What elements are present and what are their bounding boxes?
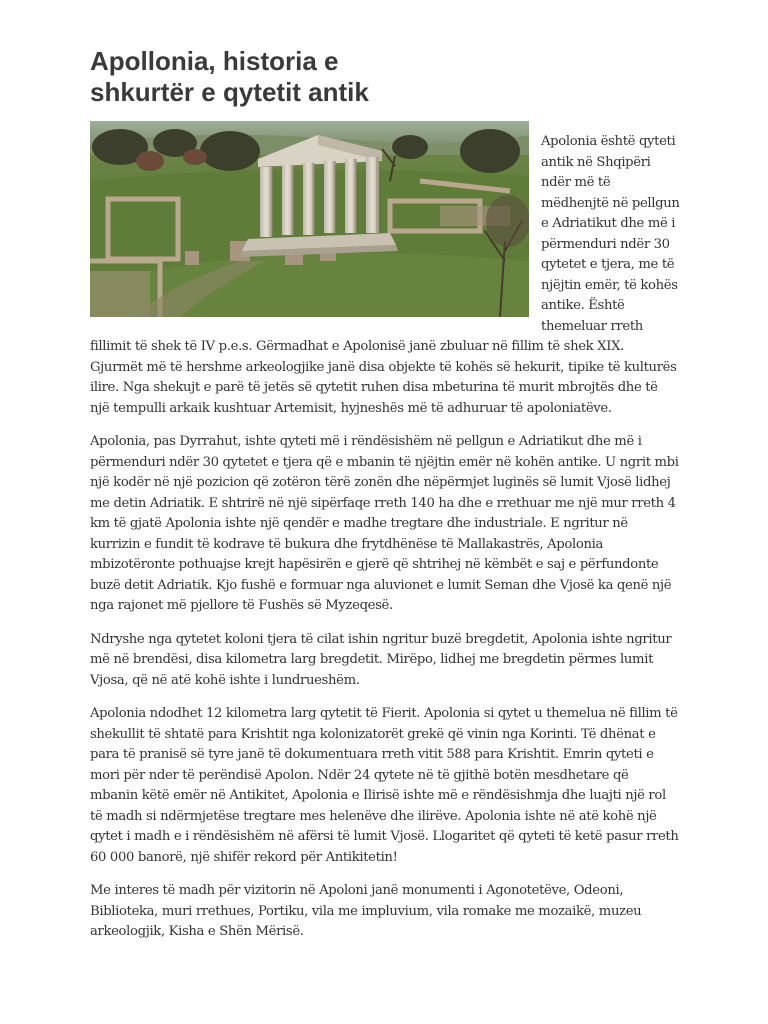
paragraph-3: Ndryshe nga qytetet koloni tjera të cilat ishin ngritur buzë bregdetit, Apolonia ishte ngritur më në brendësi, disa kilometra larg bregdetit. Mirëpo, lidhej me bregdetin përmes lumit Vjosa, që në atë kohë ishte i lundrueshëm. (90, 631, 672, 688)
paragraph-5: Me interes të madh për vizitorin në Apoloni janë monumenti i Agonotetëve, Odeoni, Biblioteka, muri rrethues, Portiku, vila me impluvium, vila romake me mozaikë, muzeu arkeologjik, Kisha e Shën Mërisë. (90, 883, 642, 939)
page-title: Apollonia, historia e shkurtër e qytetit antik (90, 46, 369, 107)
paragraph-4: Apolonia ndodhet 12 kilometra larg qytetit të Fierit. Apolonia si qytet u themelua në fillim të shekullit të shtatë para Krishtit nga kolonizatorët grekë që vinin nga Korinti. Të dhënat e para të pranisë së tyre janë të dokumentuara rreth vitit 588 para Krishtit. Emrin qyteti e mori për nder të perëndisë Apolon. Ndër 24 qytete në të gjithë botën mesdhetare që mbanin këtë emër në Antikitet, Apolonia e Ilirisë ishte më e rëndësishmja dhe luajti një rol të madh si ndërmjetëse tregtare mes helenëve dhe ilirëve. Apolonia ishte në atë kohë një qytet i madh e i rëndësishëm në afërsi të lumit Vjosë. Llogaritet që qyteti të ketë pasur rreth 60 000 banorë, një shifër rekord për Antikitetin! (90, 706, 679, 865)
paragraph-1: Apolonia është qyteti antik në Shqipëri ndër më të mëdhenjtë në pellgun e Adriatikut dhe më i përmenduri ndër 30 qytetet e tjera, me të njëjtin emër, të kohës antike. Është themeluar rreth fillimit të shek të IV p.e.s. Gërmadhat e Apolonisë janë zbuluar në fillim të shek XIX. Gjurmët më të hershme arkeologjike janë disa objekte të kohës së hekurit, tipike të kulturës ilire. Nga shekujt e parë të jetës së qytetit ruhen disa mbeturina të murit mbrojtës dhe të një tempulli arkaik kushtuar Artemisit, hyjneshës më të adhuruar të apoloniatëve. (90, 134, 680, 416)
paragraph-2: Apolonia, pas Dyrrahut, ishte qyteti më i rëndësishëm në pellgun e Adriatikut dhe më i përmenduri ndër 30 qytetet e tjera që e mbanin të njëjtin emër në kohën antike. U ngrit mbi një kodër në një pozicion që zotëron tërë zonën dhe nëpërmjet luginës së lumit Vjosë lidhej me detin Adriatik. E shtrirë në një sipërfaqe rreth 140 ha dhe e rrethuar me një mur rreth 4 km të gjatë Apolonia ishte një qendër e madhe tregtare dhe industriale. E ngritur në kurrizin e fundit të kodrave të bukura dhe frytdhënëse të Mallakastrës, Apolonia mbizotëronte pothuajse krejt hapësirën e gjerë që shtrihej në këmbët e saj e përfundonte buzë detit Adriatik. Kjo fushë e formuar nga aluvionet e lumit Seman dhe Vjosë ka qenë një nga rajonet më pjellore të Fushës së Myzeqesë. (90, 434, 679, 613)
article-body (90, 108, 680, 943)
document-page (90, 46, 680, 956)
monument-of-agonothetes-photo (90, 121, 529, 317)
